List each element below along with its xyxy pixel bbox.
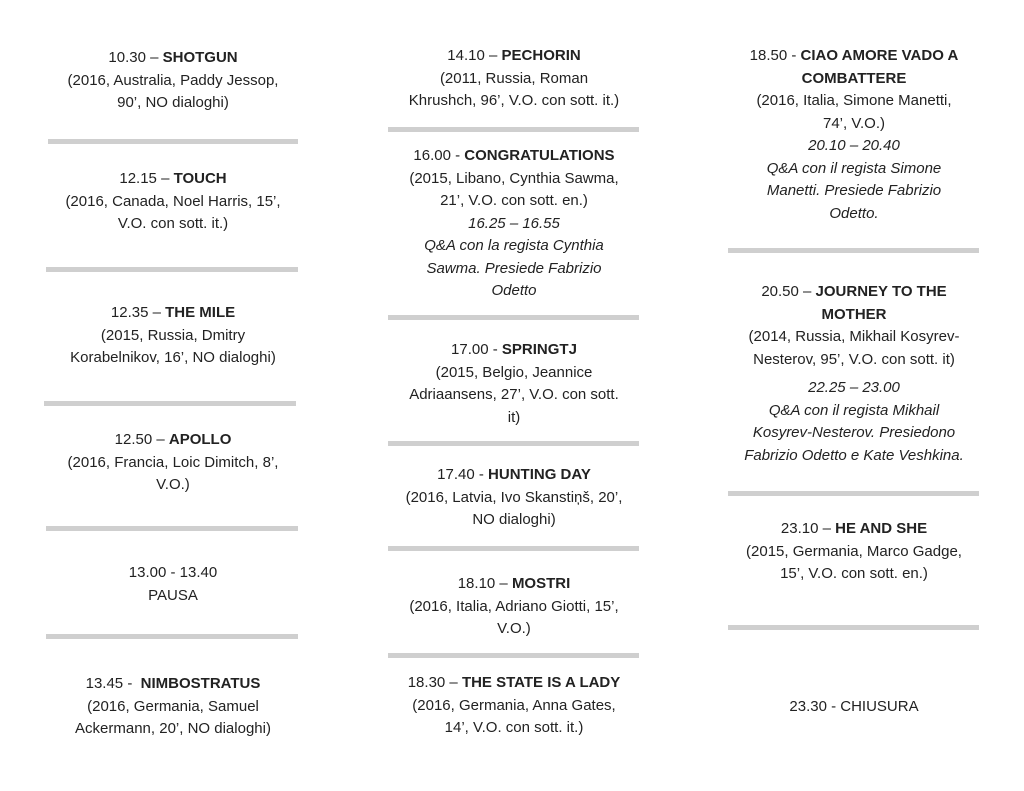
divider: [388, 441, 639, 446]
screening-time: 10.30 –: [108, 49, 163, 66]
divider: [44, 401, 296, 406]
film-title: JOURNEY TO THE: [815, 283, 947, 300]
screening-time: 18.10 –: [457, 575, 512, 592]
film-details: (2016, Canada, Noel Harris, 15’,: [65, 192, 281, 210]
film-details: (2016, Germania, Anna Gates,: [412, 696, 616, 714]
screening-entry: [48, 47, 298, 115]
screening-time: 16.00 -: [413, 147, 465, 164]
screening-time: 17.40 -: [437, 466, 489, 483]
film-title: HUNTING DAY: [488, 466, 591, 483]
film-title: THE STATE IS A LADY: [461, 674, 621, 691]
screening-time: 12.15 –: [119, 170, 174, 187]
qa-time: 22.25 – 23.00: [808, 379, 900, 396]
divider: [728, 491, 979, 496]
screening-time: 12.50 –: [114, 431, 169, 448]
film-details: (2016, Italia, Adriano Giotti, 15’,: [409, 597, 619, 615]
break-time: 13.00 - 13.40: [128, 564, 218, 581]
qa-note: Q&A con il regista Mikhail: [768, 401, 940, 419]
screening-entry: [48, 168, 298, 236]
divider: [46, 634, 298, 639]
film-details: Ackermann, 20’, NO dialoghi): [75, 720, 271, 737]
film-details: V.O. con sott. it.): [117, 215, 229, 232]
closing-entry: [728, 696, 980, 719]
film-details: (2015, Libano, Cynthia Sawma,: [409, 169, 619, 187]
film-details: (2016, Italia, Simone Manetti,: [756, 92, 952, 109]
film-details: 21’, V.O. con sott. en.): [440, 192, 588, 209]
film-title: APOLLO: [168, 431, 232, 448]
screening-entry: [388, 339, 640, 429]
screening-time: 14.10 –: [447, 47, 502, 64]
film-details: V.O.): [497, 620, 531, 637]
divider: [48, 139, 298, 144]
closing-time: 23.30 - CHIUSURA: [789, 698, 919, 715]
break-entry: [48, 562, 298, 607]
film-title: CIAO AMORE VADO A: [800, 47, 959, 64]
screening-entry: [388, 573, 640, 641]
film-title-line-2: MOTHER: [821, 305, 887, 323]
film-title: SHOTGUN: [162, 49, 238, 66]
film-details: (2014, Russia, Mikhail Kosyrev-: [748, 328, 960, 345]
qa-note: Sawma. Presiede Fabrizio: [426, 259, 602, 277]
divider: [46, 267, 298, 272]
film-details: (2016, Latvia, Ivo Skanstiņš, 20’,: [405, 488, 623, 506]
film-title: CONGRATULATIONS: [464, 147, 615, 164]
screening-time: 23.10 –: [780, 520, 836, 537]
screening-time: 13.45 -: [85, 675, 141, 692]
film-details: (2015, Belgio, Jeannice: [435, 363, 593, 381]
film-details: (2015, Germania, Marco Gadge,: [746, 542, 962, 560]
screening-time: 18.50 -: [749, 47, 801, 64]
film-title: THE MILE: [165, 304, 236, 321]
qa-note: Odetto.: [829, 204, 879, 222]
divider: [728, 625, 979, 630]
divider: [388, 546, 639, 551]
break-label: PAUSA: [148, 586, 198, 604]
divider: [388, 653, 639, 658]
film-details: 15’, V.O. con sott. en.): [780, 565, 928, 582]
screening-entry: [388, 145, 640, 303]
screening-entry: [48, 673, 298, 741]
divider: [388, 127, 639, 132]
qa-note: Q&A con la regista Cynthia: [424, 237, 604, 254]
screening-entry: [388, 45, 640, 113]
film-details: 90’, NO dialoghi): [117, 94, 229, 111]
film-title: MOSTRI: [511, 575, 571, 592]
screening-entry: [728, 518, 980, 586]
film-title: SPRINGTJ: [501, 341, 577, 358]
film-details: 14’, V.O. con sott. it.): [444, 719, 584, 736]
qa-note: Q&A con il regista Simone: [766, 159, 942, 177]
film-details: Korabelnikov, 16’, NO dialoghi): [70, 349, 276, 366]
film-details: 74’, V.O.): [823, 114, 885, 132]
qa-note: Fabrizio Odetto e Kate Veshkina.: [744, 446, 964, 464]
screening-entry: [48, 302, 298, 370]
screening-time: 20.50 –: [761, 283, 816, 300]
screening-time: 17.00 -: [451, 341, 502, 358]
film-details: (2016, Francia, Loic Dimitch, 8’,: [67, 453, 279, 471]
qa-note: Kosyrev-Nesterov. Presiedono: [752, 424, 956, 441]
screening-entry: [388, 672, 640, 740]
film-details: NO dialoghi): [472, 511, 556, 528]
film-title: PECHORIN: [501, 47, 581, 64]
screening-entry: [388, 464, 640, 532]
film-title: TOUCH: [173, 170, 227, 187]
screening-time: 12.35 –: [110, 304, 166, 321]
screening-entry: [728, 281, 980, 467]
qa-note: Manetti. Presiede Fabrizio: [766, 182, 942, 199]
film-details: Nesterov, 95’, V.O. con sott. it): [753, 350, 955, 368]
screening-time: 18.30 –: [407, 674, 462, 691]
divider: [728, 248, 979, 253]
film-details: (2015, Russia, Dmitry: [100, 326, 246, 344]
film-details: V.O.): [156, 476, 190, 493]
film-details: Khrushch, 96’, V.O. con sott. it.): [408, 92, 620, 109]
divider: [46, 526, 298, 531]
film-details: it): [507, 408, 521, 426]
film-details: (2016, Germania, Samuel: [87, 697, 259, 715]
film-title-line-2: COMBATTERE: [801, 69, 907, 87]
film-details: (2011, Russia, Roman: [439, 69, 589, 87]
film-details: (2016, Australia, Paddy Jessop,: [67, 71, 279, 89]
film-title: HE AND SHE: [835, 520, 928, 537]
qa-note: Odetto: [491, 282, 537, 299]
divider: [388, 315, 639, 320]
qa-time: 16.25 – 16.55: [468, 214, 560, 232]
screening-entry: [48, 429, 298, 497]
screening-entry: [728, 45, 980, 225]
qa-time: 20.10 – 20.40: [808, 137, 900, 154]
film-details: Adriaansens, 27’, V.O. con sott.: [409, 386, 619, 403]
film-title: NIMBOSTRATUS: [140, 675, 261, 692]
